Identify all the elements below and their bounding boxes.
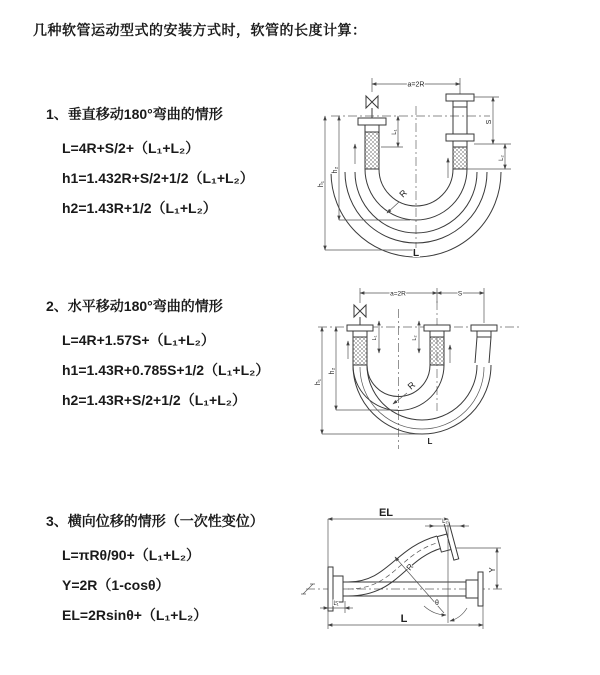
d1-label-a2r: a=2R xyxy=(407,81,425,89)
d3-label-el: EL xyxy=(378,507,394,519)
dimension-a2r xyxy=(372,78,460,94)
section-1 xyxy=(46,104,254,223)
d1-label-r: R xyxy=(397,187,410,200)
formula-l: L=4R+1.57S+（L₁+L₂） xyxy=(62,332,215,348)
d2-label-s: S xyxy=(457,290,463,298)
d1-label-l2: L₂ xyxy=(499,155,505,161)
dimension-l2 xyxy=(425,519,469,526)
d1-label-h1: h₁ xyxy=(318,180,325,188)
d3-label-r: R xyxy=(404,562,416,573)
d2-label-l2: L₂ xyxy=(412,335,418,341)
theta-angle xyxy=(424,600,467,621)
section-3-heading: 3、横向位移的情形（一次性变位） xyxy=(46,513,264,529)
right-pipe-fitting xyxy=(446,94,474,169)
dimension-l2 xyxy=(412,321,419,353)
formula-y: Y=2R（1-cosθ） xyxy=(62,577,170,593)
section-2-heading: 2、水平移动180°弯曲的情形 xyxy=(46,298,223,314)
d1-label-h2: h₂ xyxy=(332,166,339,174)
d2-label-h1: h₁ xyxy=(315,378,322,386)
formula-h2: h2=1.43R+S/2+1/2（L₁+L₂） xyxy=(62,392,246,408)
diagram-1-svg xyxy=(315,72,585,262)
diagram-2-svg xyxy=(312,283,592,458)
diagram-vertical-180-bend xyxy=(315,72,585,262)
left-pipe-fitting xyxy=(358,118,386,169)
dimension-s xyxy=(474,97,511,144)
formula-h1: h1=1.432R+S/2+1/2（L₁+L₂） xyxy=(62,170,254,186)
valve-icon xyxy=(366,96,378,118)
radius-leader xyxy=(393,379,418,404)
right-pipe-fitting xyxy=(471,325,497,363)
d3-label-l1: L₁ xyxy=(333,601,339,607)
d3-label-theta: θ xyxy=(435,600,439,607)
diagram-lateral-displacement xyxy=(298,503,598,663)
page-title: 几种软管运动型式的安装方式时，软管的长度计算： xyxy=(33,22,367,38)
dimension-l2 xyxy=(467,144,511,169)
right-flange xyxy=(466,572,483,606)
middle-pipe-fitting xyxy=(424,325,450,365)
d3-label-l: L xyxy=(400,613,408,625)
hose-arcs xyxy=(353,365,491,434)
diagram-horizontal-180-bend xyxy=(312,283,592,458)
section-2 xyxy=(46,296,269,415)
construction-lines xyxy=(395,519,448,623)
dimension-l xyxy=(328,606,483,629)
formula-h2: h2=1.43R+1/2（L₁+L₂） xyxy=(62,200,217,216)
diagram-3-svg xyxy=(298,503,598,663)
dimension-l1 xyxy=(320,601,353,613)
d2-label-a2r: a=2R xyxy=(390,290,406,298)
d3-label-y: Y xyxy=(488,567,497,573)
left-pipe-fitting xyxy=(347,325,373,365)
d1-label-l1: L₁ xyxy=(392,129,398,135)
d2-label-l: L xyxy=(427,437,433,446)
dimension-el xyxy=(328,507,448,567)
d2-label-h2: h₂ xyxy=(329,367,336,375)
d2-label-l1: L₁ xyxy=(372,335,378,341)
section-1-heading: 1、垂直移动180°弯曲的情形 xyxy=(46,106,223,122)
formula-el: EL=2Rsinθ+（L₁+L₂） xyxy=(62,607,208,623)
displaced-flange xyxy=(434,522,458,563)
d2-label-r: R xyxy=(405,379,418,392)
valve-icon xyxy=(354,305,366,325)
dimension-s xyxy=(437,291,484,298)
formula-h1: h1=1.43R+0.785S+1/2（L₁+L₂） xyxy=(62,362,270,378)
d1-label-l: L xyxy=(412,248,420,259)
formula-l: L=πRθ/90+（L₁+L₂） xyxy=(62,547,201,563)
d3-label-l2: L₂ xyxy=(442,519,448,525)
curved-hose xyxy=(348,536,442,596)
section-3 xyxy=(46,511,264,630)
formula-l: L=4R+S/2+（L₁+L₂） xyxy=(62,140,200,156)
radius-leader xyxy=(387,187,409,213)
d1-label-s: S xyxy=(486,119,493,125)
